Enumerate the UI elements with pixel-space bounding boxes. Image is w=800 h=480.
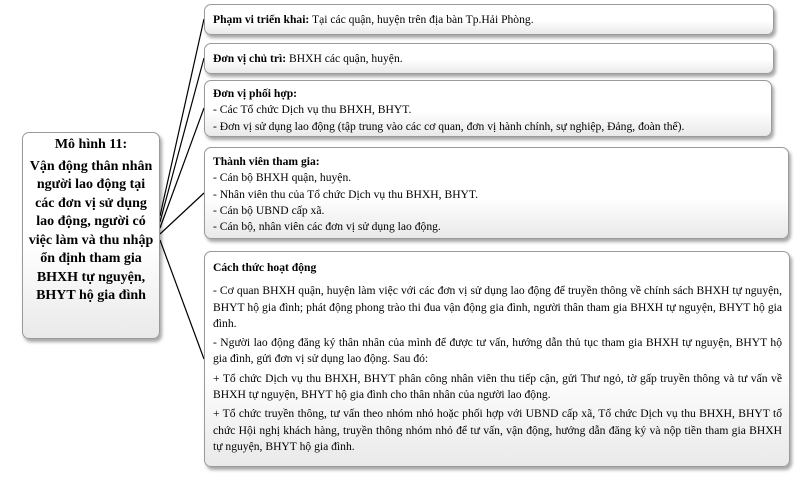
scope-box [204, 4, 774, 35]
members-line: - Cán bộ BHXH quận, huyện. [213, 171, 352, 185]
lead-text: BHXH các quận, huyện. [286, 52, 403, 65]
lead-box [204, 43, 774, 74]
lead-label: Đơn vị chủ trì: [213, 52, 287, 65]
method-paragraph: - Cơ quan BHXH quận, huyện làm việc với các đơn vị sử dụng lao động để truyền thông về chính sách BHXH tự nguyện, BHYT hộ gia đình; phát động phong trào thi đua vận động gia đình, người thân tham gia BHXH tự nguyện, BHYT hộ gia đình. [213, 284, 782, 330]
connector-coordination [160, 108, 204, 228]
scope-label: Phạm vi triển khai: [213, 13, 310, 26]
method-box [204, 251, 790, 467]
members-line: - Cán bộ UBND cấp xã. [213, 203, 325, 217]
model-description: Vận động thân nhân người lao động tại các đơn vị sử dụng lao động, người có việc làm và thu nhập ổn định tham gia BHXH tự nguyện, BHYT hộ gia đình [28, 158, 154, 303]
scope-text: Tại các quận, huyện trên địa bàn Tp.Hải Phòng. [309, 13, 534, 26]
coordination-box [204, 80, 772, 137]
members-line: - Nhân viên thu của Tổ chức Dịch vụ thu BHXH, BHYT. [213, 187, 479, 201]
connector-members [160, 193, 204, 234]
coordination-line: - Đơn vị sử dụng lao động (tập trung vào các cơ quan, đơn vị hành chính, sự nghiệp, Đảng, đoàn thể). [213, 119, 685, 133]
connector-lead [160, 58, 204, 222]
members-label: Thành viên tham gia: [213, 155, 320, 168]
model-box [22, 132, 160, 339]
members-line: - Cán bộ, nhân viên các đơn vị sử dụng lao động. [213, 220, 441, 234]
method-label: Cách thức hoạt động [213, 261, 317, 274]
connector-scope [160, 19, 204, 216]
method-paragraph: + Tổ chức truyền thông, tư vấn theo nhóm nhỏ hoặc phối hợp với UBND cấp xã, Tổ chức Dịch vụ thu BHXH, BHYT tổ chức Hội nghị khách hàng, truyền thông nhóm nhỏ để tư vấn, vận động, hướng dẫn đăng ký và nộp tiền tham gia BHXH tự nguyện, BHYT hộ gia đình. [213, 407, 782, 453]
model-title: Mô hình 11: [54, 137, 128, 152]
coordination-label: Đơn vị phối hợp: [213, 87, 298, 100]
coordination-line: - Các Tổ chức Dịch vụ thu BHXH, BHYT. [213, 103, 412, 117]
members-box [204, 147, 789, 239]
connector-method [160, 240, 204, 359]
method-paragraph: + Tổ chức Dịch vụ thu BHXH, BHYT phân công nhân viên thu tiếp cận, gửi Thư ngỏ, tờ gấp truyền thông và tư vấn về BHXH tự nguyện, BHYT hộ gia đình cho thân nhân của người lao động. [213, 371, 782, 402]
method-paragraph: - Người lao động đăng ký thân nhân của mình để được tư vấn, hướng dẫn thủ tục tham gia BHXH tự nguyện, BHYT hộ gia đình, gửi đơn vị sử dụng lao động. Sau đó: [213, 336, 782, 366]
